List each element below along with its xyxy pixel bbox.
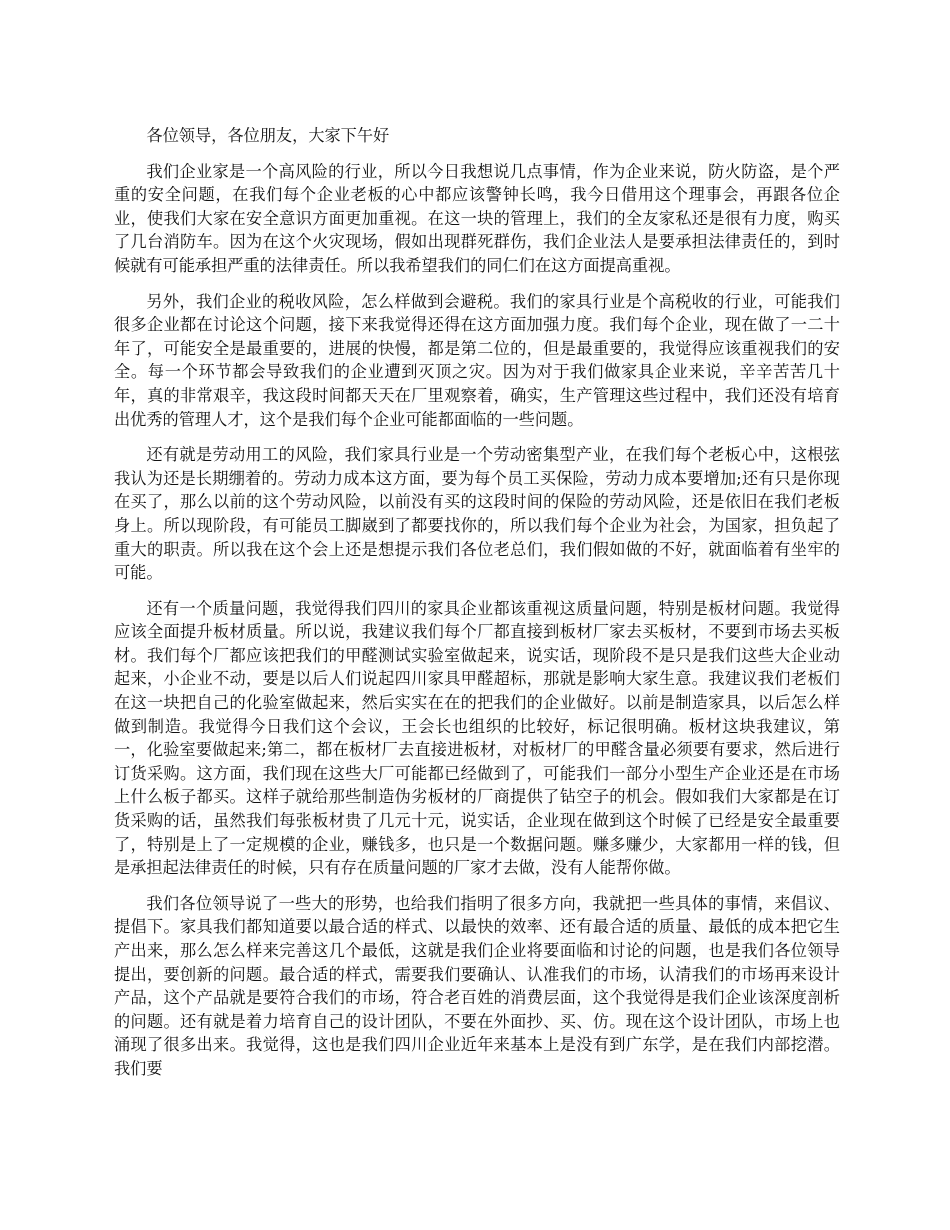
paragraph-quality: 还有一个质量问题，我觉得我们四川的家具企业都该重视这质量问题，特别是板材问题。我觉得应该全面提升板材质量。所以说，我建议我们每个厂都直接到板材厂家去买板材，不要到市场去买板材。我们每个厂都应该把我们的甲醛测试实验室做起来，说实话，现阶段不是只是我们这些大企业动起来，小企业不动，要是以后人们说起四川家具甲醛超标，那就是影响大家生意。我建议我们老板们在这一块把自己的化验室做起来，然后实实在在的把我们的企业做好。以前是制造家具，以后怎么样做到制造。我觉得今日我们这个会议，王会长也组织的比较好，标记很明确。板材这块我建议，第一，化验室要做起来;第二，都在板材厂去直接进板材，对板材厂的甲醛含量必须要有要求，然后进行订货采购。这方面，我们现在这些大厂可能都已经做到了，可能我们一部分小型生产企业还是在市场上什么板子都买。这样子就给那些制造伪劣板材的厂商提供了钻空子的机会。假如我们大家都是在订货采购的话，虽然我们每张板材贵了几元十元，说实话，企业现在做到这个时候了已经是安全最重要了，特别是上了一定规模的企业，赚钱多，也只是一个数据问题。赚多赚少，大家都用一样的钱，但是承担起法律责任的时候，只有存在质量问题的厂家才去做，没有人能帮你做。 [114, 598, 840, 878]
paragraph-labor-risk: 还有就是劳动用工的风险，我们家具行业是一个劳动密集型产业，在我们每个老板心中，这根弦我认为还是长期绷着的。劳动力成本这方面，要为每个员工买保险，劳动力成本要增加;还有只是你现在买了，那么以前的这个劳动风险，以前没有买的这段时间的保险的劳动风险，还是依旧在我们老板身上。所以现阶段，有可能员工脚崴到了都要找你的，所以我们每个企业为社会，为国家，担负起了重大的职责。所以我在这个会上还是想提示我们各位老总们，我们假如做的不好，就面临着有坐牢的可能。 [114, 445, 840, 583]
greeting-line: 各位领导，各位朋友，大家下午好 [146, 126, 390, 145]
paragraph-safety: 我们企业家是一个高风险的行业，所以今日我想说几点事情，作为企业来说，防火防盗，是个严重的安全问题，在我们每个企业老板的心中都应该警钟长鸣，我今日借用这个理事会，再跟各位企业，使我们大家在安全意识方面更加重视。在这一块的管理上，我们的全友家私还是很有力度，购买了几台消防车。因为在这个火灾现场，假如出现群死群伤，我们企业法人是要承担法律责任的，到时候就有可能承担严重的法律责任。所以我希望我们的同仁们在这方面提高重视。 [114, 161, 840, 275]
paragraph-design: 我们各位领导说了一些大的形势，也给我们指明了很多方向，我就把一些具体的事情，来倡议、提倡下。家具我们都知道要以最合适的样式、以最快的效率、还有最合适的质量、最低的成本把它生产出来，那么怎么样来完善这几个最低，这就是我们企业将要面临和讨论的问题，也是我们各位领导提出，要创新的问题。最合适的样式，需要我们要确认、认准我们的市场，认清我们的市场再来设计产品，这个产品就是要符合我们的市场，符合老百姓的消费层面，这个我觉得是我们企业该深度剖析的问题。还有就是着力培育自己的设计团队，不要在外面抄、买、仿。现在这个设计团队，市场上也涌现了很多出来。我觉得，这也是我们四川企业近年来基本上是没有到广东学，是在我们内部挖潜。我们要 [114, 893, 840, 1078]
paragraph-tax-risk: 另外，我们企业的税收风险，怎么样做到会避税。我们的家具行业是个高税收的行业，可能我们很多企业都在讨论这个问题，接下来我觉得还得在这方面加强力度。我们每个企业，现在做了一二十年了，可能安全是最重要的，进展的快慢，都是第二位的，但是最重要的，我觉得应该重视我们的安全。每一个环节都会导致我们的企业遭到灭顶之灾。因为对于我们做家具企业来说，辛辛苦苦几十年，真的非常艰辛，我这段时间都天天在厂里观察着，确实，生产管理这些过程中，我们还没有培育出优秀的管理人才，这个是我们每个企业可能都面临的一些问题。 [114, 291, 840, 429]
document-body [114, 124, 840, 1093]
